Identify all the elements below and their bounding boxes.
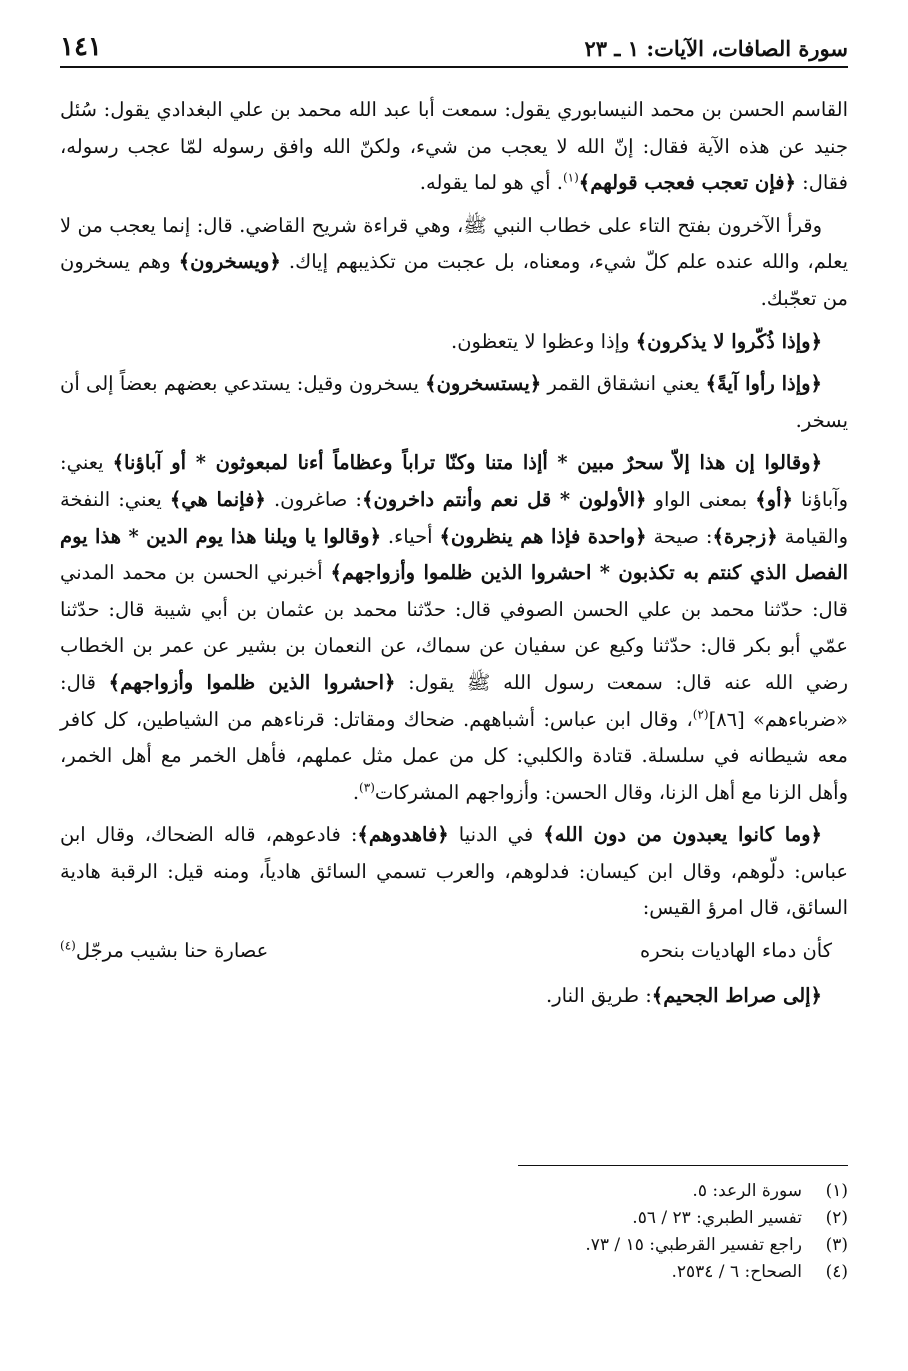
quran-quote: ﴿وإذا ذُكّروا لا يذكرون﴾ <box>635 329 822 353</box>
text-run: وإذا وعظوا لا يتعظون. <box>451 329 636 353</box>
poetry-verse <box>60 933 848 970</box>
quran-quote: ﴿وما كانوا يعبدون من دون الله﴾ <box>543 823 822 847</box>
footnote-text: الصحاح: ٦ / ٢٥٣٤. <box>671 1262 802 1282</box>
footnote-text: سورة الرعد: ٥. <box>692 1181 802 1201</box>
quran-quote: ﴿ويسخرون﴾ <box>178 250 281 274</box>
quran-quote: ﴿إلى صراط الجحيم﴾ <box>651 983 822 1007</box>
footnote-item <box>428 1205 848 1232</box>
text-run: ، وقال ابن عباس: أشباههم. ضحاك ومقاتل: قرناءهم من الشياطين، كل كافر معه شيطانه في سلسلة. قتادة والكلبي: كل من عمل مثل عملهم، فأهل الخمر مع أهل الخمر، وأهل الزنا مع أهل الزنا، وقال الحسن: وأزواجهم المشركات <box>60 707 848 804</box>
quran-quote: ﴿فإنما هي﴾ <box>169 487 266 511</box>
paragraph <box>60 445 848 811</box>
paragraph <box>60 92 848 202</box>
footnote-divider <box>518 1165 848 1166</box>
paragraphs <box>60 92 848 927</box>
quran-quote: ﴿يستسخرون﴾ <box>425 372 542 396</box>
quran-quote: ﴿فاهدوهم﴾ <box>357 823 449 847</box>
page-number: ١٤١ <box>60 32 102 62</box>
text-run: أحياء. <box>381 524 440 548</box>
text-run: : صاغرون. <box>265 487 363 511</box>
text-run: في الدنيا <box>448 823 544 847</box>
quran-quote: ﴿وقالوا يا ويلنا هذا يوم الدين * هذا يوم الفصل الذي كنتم به تكذبون * احشروا الذين ظلموا وأزواجهم﴾ <box>60 524 848 585</box>
text-run: القاسم الحسن بن محمد النيسابوري يقول: سمعت أبا عبد الله محمد بن علي البغدادي يقول: سُئل جنيد عن هذه الآية فقال: إنّ الله لا يعجب من شيء، ولكنّ الله وافق رسوله لمّا عجب رسوله، فقال: <box>60 98 848 195</box>
text-run: يعني: النفخة والقيامة <box>60 487 849 548</box>
quran-quote: ﴿وقالوا إن هذا إلاّ سحرٌ مبين * أإذا متنا وكنّا تراباً وعظاماً أءنا لمبعوثون * أو آباؤنا﴾ <box>112 451 822 475</box>
text-run: بمعنى الواو <box>646 487 756 511</box>
text-run: وقرأ الآخرون بفتح التاء على خطاب النبي ﷺ، وهي قراءة شريح القاضي. قال: إنما يعجب من لا يعلم، والله عنده علم كلّ شيء، ومعناه، بل عجبت من تكذيبهم إياك. <box>60 213 848 274</box>
footnote-text: تفسير الطبري: ٢٣ / ٥٦. <box>632 1208 802 1228</box>
footnote-number: (١) <box>825 1181 848 1201</box>
text-run: يعني: وآباؤنا <box>60 451 849 511</box>
footnote-number: (٣) <box>825 1235 848 1255</box>
quran-quote: ﴿واحدة فإذا هم ينظرون﴾ <box>439 524 647 548</box>
paragraph <box>60 208 848 318</box>
footnote-item <box>428 1259 848 1286</box>
quran-quote: ﴿وإذا رأوا آيةً﴾ <box>705 372 822 396</box>
page-header <box>60 30 848 68</box>
text-run: . <box>352 780 360 804</box>
paragraph <box>60 366 848 439</box>
commentary-body <box>60 92 848 1020</box>
paragraph <box>60 817 848 927</box>
footnote-marker: (٢) <box>692 707 709 721</box>
text-run: يسخرون وقيل: يستدعي بعضهم بعضاً إلى أن يسخر. <box>60 372 848 432</box>
footnote-marker: (٣) <box>359 780 375 795</box>
verse-second-hemistich: عصارة حنا بشيب مرجّل$^{(٤)}$ <box>60 938 269 963</box>
verse-first-hemistich: كأن دماء الهاديات بنحره <box>640 939 832 963</box>
text-run: : صيحة <box>646 524 713 548</box>
quran-quote: ﴿الأولون * قل نعم وأنتم داخرون﴾ <box>362 487 647 511</box>
text-run: قال: «ضرباءهم» [٨٦] <box>60 670 848 731</box>
quran-quote: ﴿احشروا الذين ظلموا وأزواجهم﴾ <box>108 670 396 694</box>
text-run: أخبرني الحسن بن محمد المدني قال: حدّثنا محمد بن علي الحسن الصوفي قال: حدّثنا محمد بن عثمان بن أبي شيبة قال: حدّثنا عمّي أبو بكر قال: حدّثنا وكيع عن سفيان عن سماك، عن النعمان بن بشير عن عمر بن الخطاب رضي الله عنه قال: سمعت رسول الله ﷺ يقول: <box>60 561 848 694</box>
footnote-text: راجع تفسير القرطبي: ١٥ / ٧٣. <box>585 1235 802 1255</box>
quran-quote: ﴿أو﴾ <box>755 487 793 511</box>
text-run: : فادعوهم، قاله الضحاك، وقال ابن عباس: دلّوهم، وقال ابن كيسان: فدلوهم، والعرب تسمي السائق هادياً، ومنه قيل: الرقبة هادية السائق، قال امرؤ القيس: <box>60 823 848 920</box>
paragraph <box>60 324 848 361</box>
footnotes <box>428 1178 848 1286</box>
footnote-item <box>428 1178 848 1205</box>
quran-quote: ﴿زجرة﴾ <box>712 524 778 548</box>
text-run: يعني انشقاق القمر <box>541 372 706 396</box>
footnote-number: (٢) <box>825 1208 848 1228</box>
footnote-marker: (٤) <box>60 938 76 953</box>
text-run: . أي هو لما يقوله. <box>419 171 563 195</box>
surah-title: سورة الصافات، الآيات: ١ ـ ٢٣ <box>584 36 848 61</box>
text-run: وهم يسخرون من تعجّبك. <box>60 250 848 310</box>
footnote-number: (٤) <box>825 1262 848 1282</box>
quran-quote: ﴿فإن تعجب فعجب قولهم﴾ <box>578 171 796 195</box>
closing-paragraph <box>60 978 848 1015</box>
footnote-item <box>428 1232 848 1259</box>
footnote-marker: (١) <box>562 170 579 185</box>
closing-text: : طريق النار. <box>546 983 652 1007</box>
